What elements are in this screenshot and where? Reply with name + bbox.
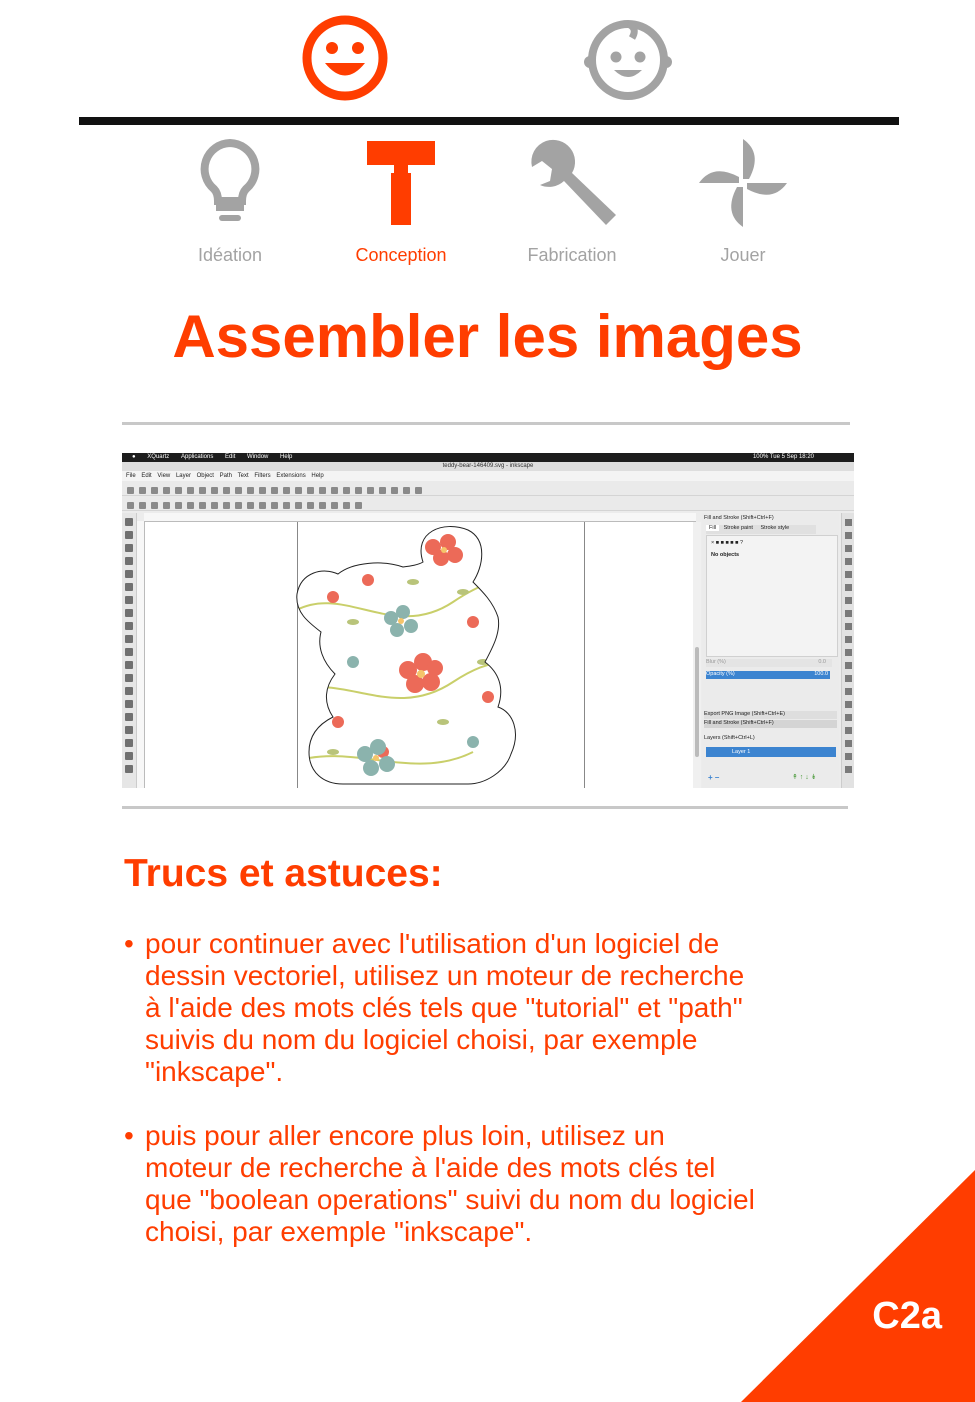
opacity-value: 100.0: [814, 671, 828, 677]
app-menu: [122, 471, 854, 481]
tip-line: puis pour aller encore plus loin, utilisez un: [145, 1120, 665, 1151]
menu-item[interactable]: Layer: [175, 473, 191, 479]
window-title: teddy-bear-146409.svg - inkscape: [442, 463, 534, 469]
vertical-ruler: [137, 521, 145, 788]
fill-stroke-panel: [702, 513, 839, 788]
paint-roller-icon: [361, 135, 441, 227]
layer-row[interactable]: [706, 747, 836, 757]
menubar-item[interactable]: Window: [247, 454, 269, 460]
phase-label: Conception: [355, 245, 447, 265]
controls-toolbar: [122, 496, 854, 511]
tip-line: suivis du nom du logiciel choisi, par exemple: [145, 1024, 698, 1055]
horizontal-ruler: [144, 513, 696, 522]
opacity-field[interactable]: [706, 671, 830, 679]
drawing-canvas[interactable]: [145, 522, 693, 788]
tab-fill[interactable]: Fill: [706, 525, 719, 531]
tab-stroke-style[interactable]: Stroke style: [760, 525, 790, 531]
tip-line: dessin vectoriel, utilisez un moteur de recherche: [145, 960, 745, 991]
bullet: •: [124, 928, 134, 959]
menu-item[interactable]: Text: [237, 473, 249, 479]
menu-item[interactable]: View: [157, 473, 171, 479]
panel-title: Fill and Stroke (Shift+Ctrl+F): [704, 515, 774, 521]
commands-toolbar: [122, 481, 854, 496]
smiley-face-icon: [299, 12, 391, 104]
header-divider: [79, 117, 899, 125]
menu-item[interactable]: Help: [311, 473, 324, 479]
window-titlebar: [122, 462, 854, 471]
layers-title: Layers (Shift+Ctrl+L): [704, 735, 755, 741]
menu-item[interactable]: Extensions: [276, 473, 306, 479]
menu-item[interactable]: Object: [196, 473, 214, 479]
opacity-label: Opacity (%): [706, 671, 735, 677]
snap-toolbar: [841, 513, 854, 788]
phase-fabrication[interactable]: [507, 135, 637, 266]
export-dock-header[interactable]: Export PNG Image (Shift+Ctrl+E): [704, 711, 837, 719]
menubar-item[interactable]: Edit: [225, 454, 236, 460]
layer-order-buttons[interactable]: ↟ ↑ ↓ ↡: [792, 774, 817, 781]
phase-label: Fabrication: [527, 245, 617, 265]
menubar-item[interactable]: XQuartz: [147, 454, 170, 460]
menu-item[interactable]: Filters: [254, 473, 271, 479]
menubar-clock: 100% Tue 5 Sep 18:20: [752, 454, 814, 460]
menubar-item[interactable]: Help: [280, 454, 293, 460]
tab-stroke-paint[interactable]: Stroke paint: [723, 525, 753, 531]
tip-item-2: [124, 1120, 854, 1248]
tip-line: à l'aide des mots clés tels que "tutorial" et "path": [145, 992, 743, 1023]
layer-name: Layer 1: [732, 749, 751, 755]
tool-palette: [122, 513, 137, 788]
tip-item-1: [124, 928, 854, 1088]
phase-ideation[interactable]: [165, 135, 295, 266]
phase-label: Jouer: [720, 245, 766, 265]
fill-stroke-dock-header[interactable]: Fill and Stroke (Shift+Ctrl+F): [704, 720, 837, 728]
inkscape-screenshot: [122, 453, 854, 788]
tip-line: choisi, par exemple "inkscape".: [145, 1216, 533, 1247]
teddy-bear-illustration: [273, 522, 563, 788]
baby-face-icon: [582, 12, 674, 104]
section-divider: [122, 422, 850, 425]
blur-value: 0.0: [818, 659, 826, 665]
add-layer-button[interactable]: + –: [708, 773, 720, 782]
lightbulb-icon: [195, 135, 265, 227]
bullet: •: [124, 1120, 134, 1151]
fill-area: [706, 535, 838, 657]
paint-type-buttons[interactable]: × ■ ■ ■ ■ ■ ?: [711, 540, 744, 546]
wrench-icon: [522, 135, 622, 227]
tips-heading: Trucs et astuces:: [124, 852, 443, 895]
pinwheel-icon: [693, 135, 793, 227]
phase-label: Idéation: [197, 245, 263, 265]
menu-item[interactable]: Path: [219, 473, 232, 479]
menu-item[interactable]: Edit: [141, 473, 152, 479]
apple-icon: ●: [132, 454, 136, 460]
menubar-item[interactable]: Applications: [180, 454, 214, 460]
blur-label: Blur (%): [706, 659, 726, 665]
panel-tabs: [706, 525, 816, 534]
blur-field[interactable]: [706, 659, 832, 667]
menu-item[interactable]: File: [126, 473, 136, 479]
vertical-scrollbar[interactable]: [693, 522, 701, 788]
no-objects-label: No objects: [711, 552, 740, 558]
page-title: Assembler les images: [172, 303, 803, 370]
section-divider: [122, 806, 848, 809]
phase-conception[interactable]: [336, 135, 466, 266]
card-code: C2a: [872, 1295, 942, 1337]
phase-jouer[interactable]: [678, 135, 808, 266]
mac-menubar: [122, 453, 854, 462]
tip-line: pour continuer avec l'utilisation d'un logiciel de: [145, 928, 720, 959]
tip-line: moteur de recherche à l'aide des mots clés tel: [145, 1152, 716, 1183]
tip-line: que "boolean operations" suivi du nom du logiciel: [145, 1184, 755, 1215]
tip-line: "inkscape".: [145, 1056, 284, 1087]
